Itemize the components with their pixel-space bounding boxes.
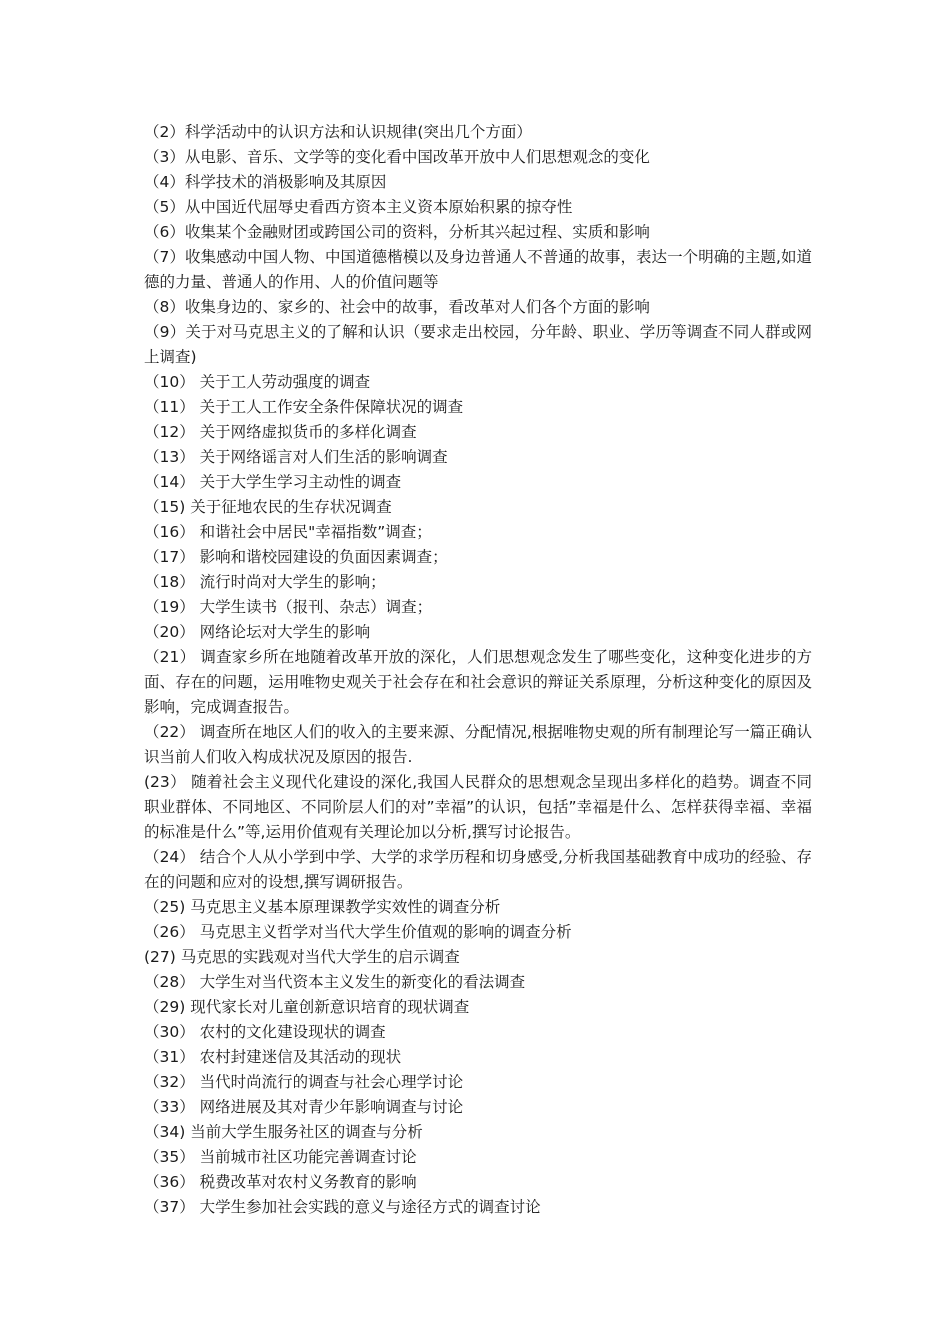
list-item: (27) 马克思的实践观对当代大学生的启示调查 xyxy=(144,948,460,966)
list-item: （21） 调查家乡所在地随着改革开放的深化，人们思想观念发生了哪些变化，这种变化进步的方面、存在的问题，运用唯物史观关于社会存在和社会意识的辩证关系原理，分析这种变化的原因及影响，完成调查报告。 xyxy=(144,648,812,716)
list-item: （20） 网络论坛对大学生的影响 xyxy=(144,623,371,641)
list-item: （36） 税费改革对农村义务教育的影响 xyxy=(144,1173,417,1191)
list-item: (23） 随着社会主义现代化建设的深化,我国人民群众的思想观念呈现出多样化的趋势。调查不同职业群体、不同地区、不同阶层人们的对”幸福”的认识，包括”幸福是什么、怎样获得幸福、幸福的标准是什么”等,运用价值观有关理论加以分析,撰写讨论报告。 xyxy=(144,773,812,841)
list-item: （11） 关于工人工作安全条件保障状况的调查 xyxy=(144,398,464,416)
list-item: （28） 大学生对当代资本主义发生的新变化的看法调查 xyxy=(144,973,526,991)
list-item: （14） 关于大学生学习主动性的调查 xyxy=(144,473,402,491)
document-page xyxy=(144,120,812,1220)
list-item: （34) 当前大学生服务社区的调查与分析 xyxy=(144,1123,423,1141)
list-item: （37） 大学生参加社会实践的意义与途径方式的调查讨论 xyxy=(144,1198,541,1216)
list-item: （4）科学技术的消极影响及其原因 xyxy=(144,173,387,191)
list-item: （3）从电影、音乐、文学等的变化看中国改革开放中人们思想观念的变化 xyxy=(144,148,650,166)
list-item: （10） 关于工人劳动强度的调查 xyxy=(144,373,371,391)
list-item: （31） 农村封建迷信及其活动的现状 xyxy=(144,1048,402,1066)
list-item: （12） 关于网络虚拟货币的多样化调查 xyxy=(144,423,417,441)
list-item: （17） 影响和谐校园建设的负面因素调查； xyxy=(144,548,448,566)
list-item: （35） 当前城市社区功能完善调查讨论 xyxy=(144,1148,417,1166)
list-item: （26） 马克思主义哲学对当代大学生价值观的影响的调查分析 xyxy=(144,923,572,941)
list-item: （5）从中国近代屈辱史看西方资本主义资本原始积累的掠夺性 xyxy=(144,198,573,216)
list-item: （8）收集身边的、家乡的、社会中的故事，看改革对人们各个方面的影响 xyxy=(144,298,650,316)
list-item: （15) 关于征地农民的生存状况调查 xyxy=(144,498,392,516)
list-item: （16） 和谐社会中居民"幸福指数”调查； xyxy=(144,523,432,541)
list-item: （13） 关于网络谣言对人们生活的影响调查 xyxy=(144,448,448,466)
list-item: （25) 马克思主义基本原理课教学实效性的调查分析 xyxy=(144,898,501,916)
list-item: （24） 结合个人从小学到中学、大学的求学历程和切身感受,分析我国基础教育中成功的经验、存在的问题和应对的设想,撰写调研报告。 xyxy=(144,848,812,891)
list-item: （32） 当代时尚流行的调查与社会心理学讨论 xyxy=(144,1073,464,1091)
list-item: （33） 网络进展及其对青少年影响调查与讨论 xyxy=(144,1098,464,1116)
list-item: （9）关于对马克思主义的了解和认识（要求走出校园，分年龄、职业、学历等调查不同人群或网上调查) xyxy=(144,323,812,366)
list-item: （22） 调查所在地区人们的收入的主要来源、分配情况,根据唯物史观的所有制理论写一篇正确认识当前人们收入构成状况及原因的报告. xyxy=(144,723,812,766)
list-item: （6）收集某个金融财团或跨国公司的资料，分析其兴起过程、实质和影响 xyxy=(144,223,650,241)
list-item: （2）科学活动中的认识方法和认识规律(突出几个方面） xyxy=(144,123,532,141)
list-item: （30） 农村的文化建设现状的调查 xyxy=(144,1023,386,1041)
list-item: （19） 大学生读书（报刊、杂志）调查； xyxy=(144,598,433,616)
list-item: （18） 流行时尚对大学生的影响； xyxy=(144,573,386,591)
list-item: （7）收集感动中国人物、中国道德楷模以及身边普通人不普通的故事，表达一个明确的主题,如道德的力量、普通人的作用、人的价值问题等 xyxy=(144,248,812,291)
list-item: （29) 现代家长对儿童创新意识培育的现状调查 xyxy=(144,998,470,1016)
